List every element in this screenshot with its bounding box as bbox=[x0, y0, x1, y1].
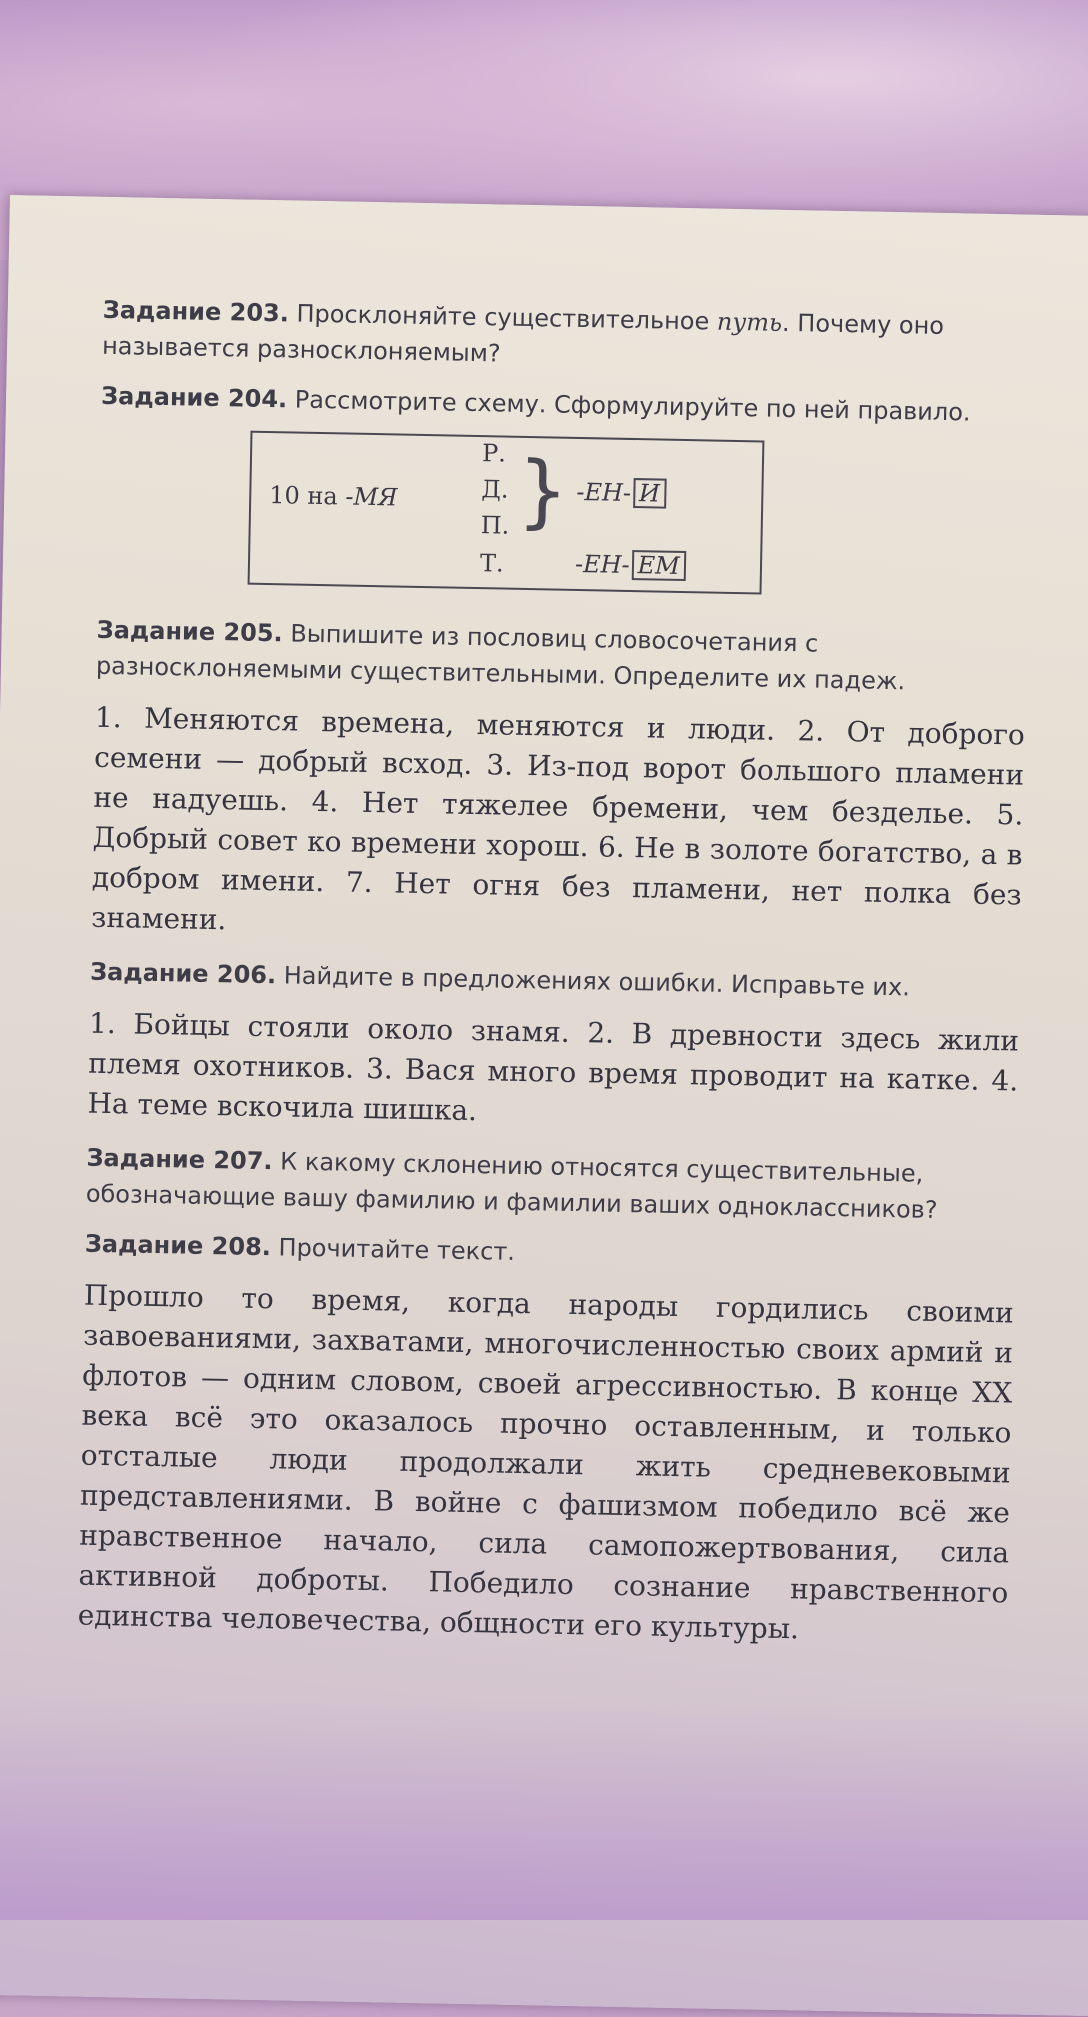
scheme-case-d: Д. bbox=[481, 475, 509, 504]
task-208 bbox=[85, 1226, 1016, 1280]
task-206 bbox=[90, 954, 1021, 1008]
scheme-case-r: Р. bbox=[481, 439, 507, 468]
task-204-text: Рассмотрите схему. Сформулируйте по ней правило. bbox=[286, 385, 971, 427]
scheme-brace: } bbox=[516, 443, 570, 538]
task-203-italic-word: путь bbox=[716, 307, 783, 337]
task-206-label: Задание 206. bbox=[89, 957, 277, 990]
task-205-label: Задание 205. bbox=[96, 615, 283, 648]
scheme-nom-prefix: 10 на bbox=[269, 481, 346, 511]
task-207-text: К какому склонению относятся существительные, обозначающие вашу фамилию и фамилии ваших одноклассников? bbox=[85, 1147, 938, 1224]
scheme-ending-1-prefix: -ЕН- bbox=[576, 477, 632, 507]
task-208-label: Задание 208. bbox=[84, 1229, 272, 1262]
task-206-text: Найдите в предложениях ошибки. Исправьте их. bbox=[275, 961, 911, 1002]
scheme-nom-suffix: -МЯ bbox=[345, 482, 398, 512]
task-205 bbox=[96, 612, 1027, 702]
task-203 bbox=[102, 292, 1033, 382]
reading-text: Прошло то время, когда народы гордились своими завоеваниями, захватами, многочисленностью своих армий и флотов — одним словом, своей агрессивностью. В конце XX века всё это оказалось прочно оставленным, и только отсталые люди продолжали жить средневековыми представлениями. В войне с фашизмом победило всё же нравственное начало, сила самопожертвования, сила активной доброты. Победило сознание нравственного единства человечества, общности его культуры. bbox=[77, 1278, 1015, 1646]
book-page bbox=[0, 195, 1088, 2017]
task-203-text-after: . Почему оно называется разносклоняемым? bbox=[101, 308, 945, 368]
task-203-text-before: Просклоняйте существительное bbox=[288, 299, 718, 336]
task-208-text: Прочитайте текст. bbox=[270, 1233, 516, 1266]
proverbs-text: 1. Меняются времена, меняются и люди. 2. От доброго семени — добрый всход. 3. Из-под ворот большого пламени не надуешь. 4. Нет тяжелее бремени, чем безделье. 5. Добрый совет ко времени хорош. 6. Не в золоте богатство, а в добром имени. 7. Нет огня без пламени, нет полка без знамени. bbox=[90, 700, 1026, 937]
scheme-ending-2 bbox=[575, 549, 686, 581]
task-207 bbox=[85, 1140, 1016, 1230]
declension-scheme bbox=[248, 431, 765, 595]
scheme-nominative bbox=[269, 481, 398, 511]
scheme-ending-1 bbox=[576, 477, 666, 509]
scheme-ending-1-box: И bbox=[633, 478, 667, 509]
scheme-case-t: Т. bbox=[479, 549, 504, 578]
task-205-text: Выпишите из пословиц словосочетания с разносклоняемыми существительными. Определите их падеж. bbox=[95, 619, 906, 696]
scheme-ending-2-box: ЕМ bbox=[631, 550, 686, 581]
sentences-text: 1. Бойцы стояли около знамя. 2. В древности здесь жили племя охотников. 3. Вася много время проводит на катке. 4. На теме вскочила шишка. bbox=[87, 1006, 1020, 1128]
scheme-case-p: П. bbox=[480, 511, 510, 540]
task-207-label: Задание 207. bbox=[86, 1143, 273, 1176]
scheme-ending-2-prefix: -ЕН- bbox=[574, 549, 630, 579]
task-204-label: Задание 204. bbox=[100, 381, 288, 414]
task-203-label: Задание 203. bbox=[102, 295, 290, 328]
page-content bbox=[77, 292, 1033, 1670]
task-204 bbox=[101, 378, 1032, 432]
